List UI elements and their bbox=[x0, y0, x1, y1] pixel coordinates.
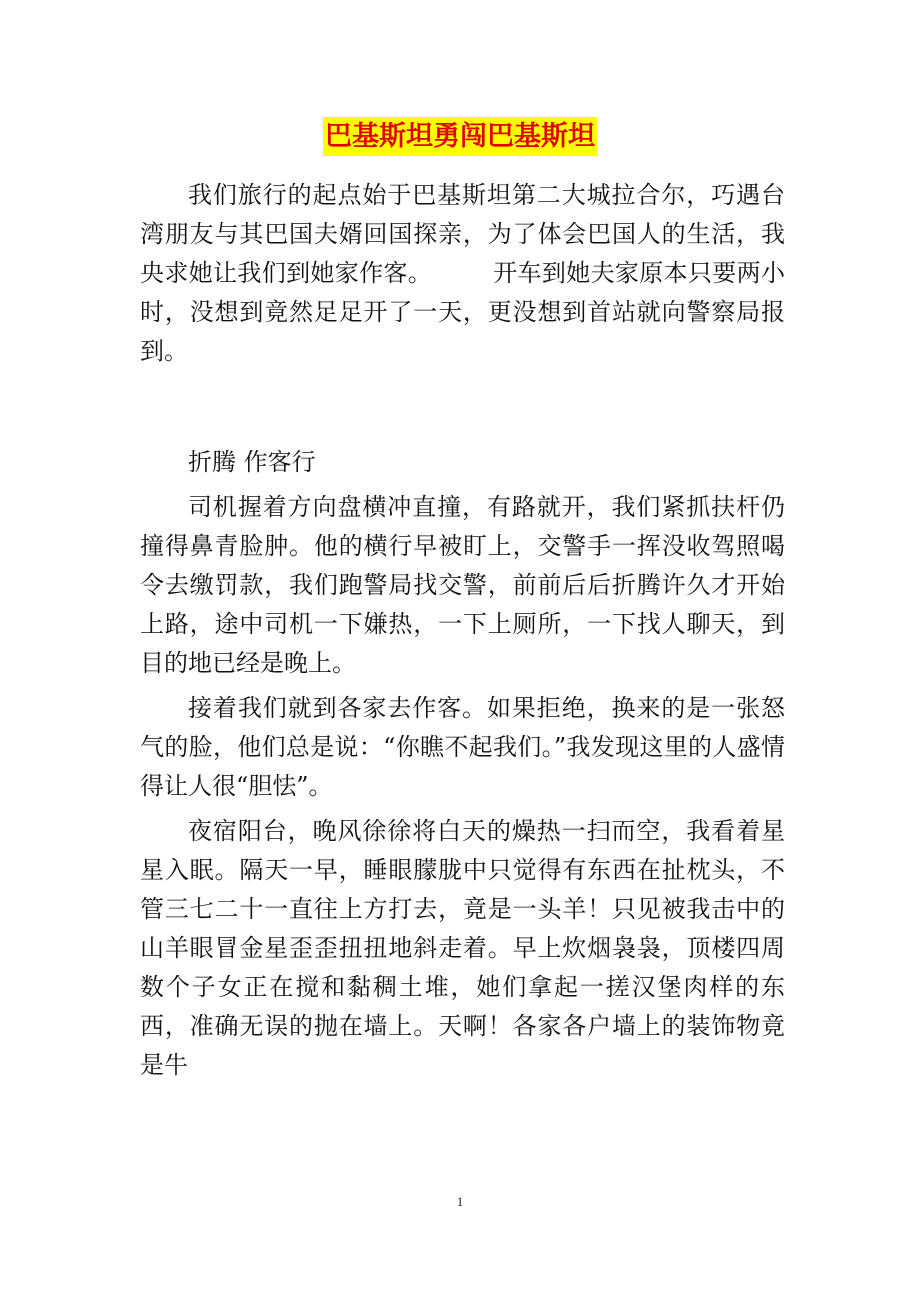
document-title bbox=[0, 114, 920, 153]
page-number: 1 bbox=[456, 1194, 464, 1209]
body-paragraph: 接着我们就到各家去作客。如果拒绝，换来的是一张怒气的脸，他们总是说：“你瞧不起我们。”我发现这里的人盛情得让人很“胆怯”。 bbox=[140, 694, 785, 800]
body-paragraph: 司机握着方向盘横冲直撞，有路就开，我们紧抓扶杆仍撞得鼻青脸肿。他的横行早被盯上，交警手一挥没收驾照喝令去缴罚款，我们跑警局找交警，前前后后折腾许久才开始上路，途中司机一下嫌热，一下上厕所，一下找人聊天，到目的地已经是晚上。 bbox=[140, 493, 785, 677]
document-body bbox=[140, 176, 785, 1085]
intro-paragraph: 我们旅行的起点始于巴基斯坦第二大城拉合尔，巧遇台湾朋友与其巴国夫婿回国探亲，为了体会巴国人的生活，我央求她让我们到她家作客。 开车到她夫家原本只要两小时，没想到竟然足足开了一天，更没想到首站就向警察局报到。 bbox=[140, 181, 785, 365]
section-heading: 折腾 作客行 bbox=[188, 448, 316, 476]
title-text: 巴基斯坦勇闯巴基斯坦 bbox=[323, 117, 597, 156]
body-paragraph: 夜宿阳台，晚风徐徐将白天的燥热一扫而空，我看着星星入眠。隔天一早，睡眼朦胧中只觉得有东西在扯枕头，不管三七二十一直往上方打去，竟是一头羊！只见被我击中的山羊眼冒金星歪歪扭扭地斜走着。早上炊烟袅袅，顶楼四周数个子女正在搅和黏稠土堆，她们拿起一搓汉堡肉样的东西，准确无误的抛在墙上。天啊！各家各户墙上的装饰物竟是牛 bbox=[140, 817, 785, 1079]
